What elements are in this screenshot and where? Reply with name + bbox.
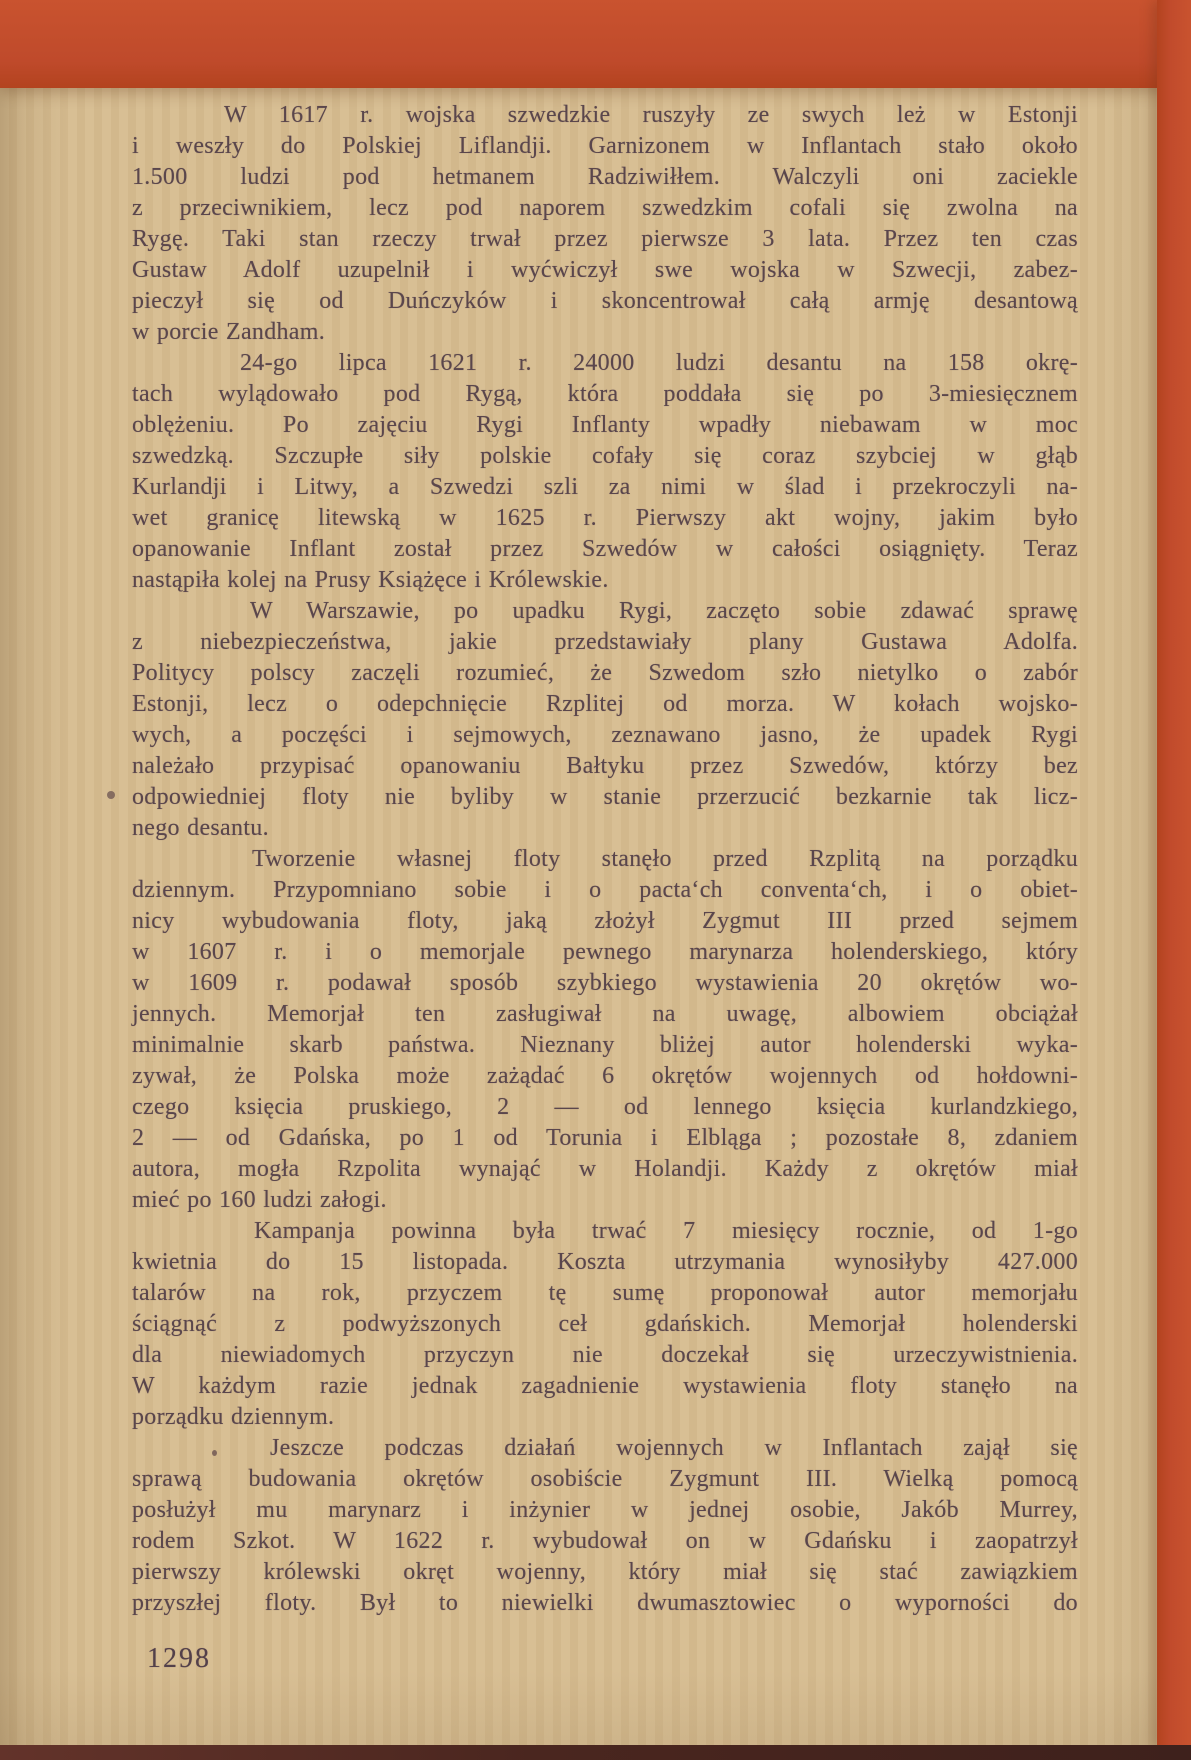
text-line: mieć po 160 ludzi załogi. (132, 1187, 387, 1213)
text-line: W 1617 r. wojska szwedzkie ruszyły ze swych leż w Estonji (224, 102, 1078, 128)
text-line: nastąpiła kolej na Prusy Książęce i Królewskie. (132, 567, 609, 593)
text-line: rodem Szkot. W 1622 r. wybudował on w Gdańsku i zaopatrzył (132, 1528, 1078, 1554)
text-line: tach wylądowało pod Rygą, która poddała się po 3-miesięcznem (132, 381, 1078, 407)
text-line: oblężeniu. Po zajęciu Rygi Inflanty wpadły niebawam w moc (132, 412, 1078, 438)
text-line: należało przypisać opanowaniu Bałtyku przez Szwedów, którzy bez (132, 753, 1078, 779)
text-line: jennych. Memorjał ten zasługiwał na uwagę, albowiem obciążał (132, 1001, 1078, 1027)
text-line: dla niewiadomych przyczyn nie doczekał się urzeczywistnienia. (132, 1342, 1078, 1368)
ink-speck (212, 1450, 217, 1456)
text-line: przyszłej floty. Był to niewielki dwumasztowiec o wyporności do (132, 1590, 1078, 1616)
text-line: wet granicę litewską w 1625 r. Pierwszy akt wojny, jakim było (132, 505, 1078, 531)
text-line: Tworzenie własnej floty stanęło przed Rzplitą na porządku (252, 846, 1078, 872)
text-line: 2 — od Gdańska, po 1 od Torunia i Elbląga ; pozostałe 8, zdaniem (132, 1125, 1078, 1151)
text-line: odpowiedniej floty nie byliby w stanie przerzucić bezkarnie tak licz- (132, 784, 1078, 810)
page-number: 1298 (147, 1643, 211, 1674)
text-line: pieczył się od Duńczyków i skoncentrował całą armję desantową (132, 288, 1078, 314)
paragraph (132, 348, 1078, 596)
text-line: W każdym razie jednak zagadnienie wystawienia floty stanęło na (132, 1373, 1078, 1399)
text-line: szwedzką. Szczupłe siły polskie cofały się coraz szybciej w głąb (132, 443, 1078, 469)
text-line: talarów na rok, przyczem tę sumę proponował autor memorjału (132, 1280, 1078, 1306)
text-line: Gustaw Adolf uzupelnił i wyćwiczył swe wojska w Szwecji, zabez- (132, 257, 1078, 283)
text-line: Kampanja powinna była trwać 7 miesięcy rocznie, od 1-go (254, 1218, 1078, 1244)
text-line: z niebezpieczeństwa, jakie przedstawiały plany Gustawa Adolfa. (132, 629, 1078, 655)
text-line: dziennym. Przypomniano sobie i o pacta‘ch conventa‘ch, i o obiet- (132, 877, 1078, 903)
paragraph (132, 844, 1078, 1216)
paragraph (132, 1216, 1078, 1433)
text-line: Jeszcze podczas działań wojennych w Inflantach zajął się (270, 1435, 1078, 1461)
text-line: autora, mogła Rzpolita wynająć w Holandji. Każdy z okrętów miał (132, 1156, 1078, 1182)
text-line: nego desantu. (132, 815, 269, 841)
text-line: porządku dziennym. (132, 1404, 335, 1430)
text-line: pierwszy królewski okręt wojenny, który miał się stać zawiązkiem (132, 1559, 1078, 1585)
text-line: Estonji, lecz o odepchnięcie Rzplitej od morza. W kołach wojsko- (132, 691, 1078, 717)
text-line: Rygę. Taki stan rzeczy trwał przez pierwsze 3 lata. Przez ten czas (132, 226, 1078, 252)
top-red-border (0, 0, 1191, 88)
text-line: w 1607 r. i o memorjale pewnego marynarza holenderskiego, który (132, 939, 1078, 965)
page-text (132, 100, 1078, 1619)
text-line: W Warszawie, po upadku Rygi, zaczęto sobie zdawać sprawę (250, 598, 1078, 624)
text-line: 1.500 ludzi pod hetmanem Radziwiłłem. Walczyli oni zaciekle (132, 164, 1078, 190)
right-red-border (1157, 0, 1191, 1748)
ink-speck (107, 791, 115, 799)
text-line: posłużył mu marynarz i inżynier w jednej osobie, Jakób Murrey, (132, 1497, 1078, 1523)
text-line: w 1609 r. podawał sposób szybkiego wystawienia 20 okrętów wo- (132, 970, 1078, 996)
paragraph (132, 100, 1078, 348)
text-line: opanowanie Inflant został przez Szwedów w całości osiągnięty. Teraz (132, 536, 1078, 562)
text-line: 24-go lipca 1621 r. 24000 ludzi desantu na 158 okrę- (240, 350, 1078, 376)
text-line: nicy wybudowania floty, jaką złożył Zygmut III przed sejmem (132, 908, 1078, 934)
text-line: minimalnie skarb państwa. Nieznany bliżej autor holenderski wyka- (132, 1032, 1078, 1058)
text-line: z przeciwnikiem, lecz pod naporem szwedzkim cofali się zwolna na (132, 195, 1078, 221)
text-line: Kurlandji i Litwy, a Szwedzi szli za nimi w ślad i przekroczyli na- (132, 474, 1078, 500)
text-line: w porcie Zandham. (132, 319, 326, 345)
text-line: zywał, że Polska może zażądać 6 okrętów wojennych od hołdowni- (132, 1063, 1078, 1089)
text-line: wych, a poczęści i sejmowych, zeznawano jasno, że upadek Rygi (132, 722, 1078, 748)
text-line: kwietnia do 15 listopada. Koszta utrzymania wynosiłyby 427.000 (132, 1249, 1078, 1275)
text-line: ściągnąć z podwyższonych ceł gdańskich. Memorjał holenderski (132, 1311, 1078, 1337)
bottom-dark-border (0, 1745, 1191, 1760)
text-line: czego księcia pruskiego, 2 — od lennego księcia kurlandzkiego, (132, 1094, 1078, 1120)
paragraph (132, 596, 1078, 844)
paragraph (132, 1433, 1078, 1619)
text-line: Politycy polscy zaczęli rozumieć, że Szwedom szło nietylko o zabór (132, 660, 1078, 686)
text-line: sprawą budowania okrętów osobiście Zygmunt III. Wielką pomocą (132, 1466, 1078, 1492)
text-line: i weszły do Polskiej Liflandji. Garnizonem w Inflantach stało około (132, 133, 1078, 159)
